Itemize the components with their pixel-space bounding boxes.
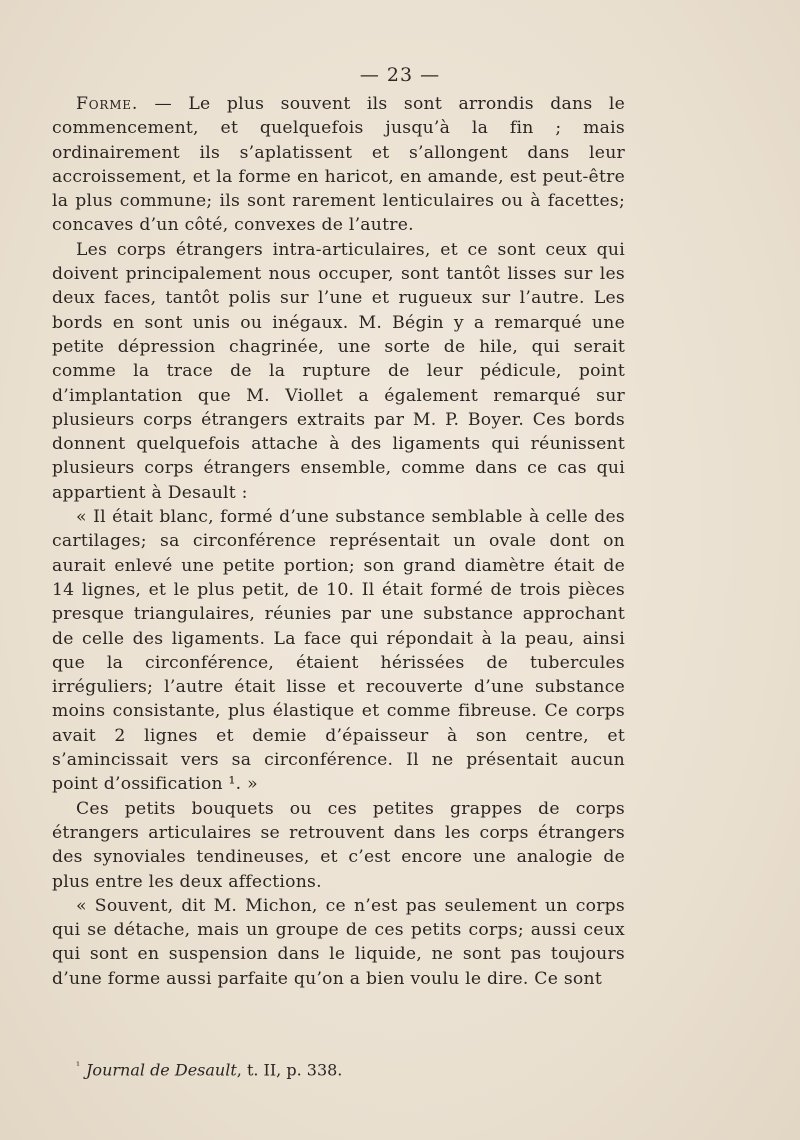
section-lead: Forme.: [76, 94, 139, 114]
footnote: [76, 1056, 636, 1081]
paragraph-quote: [52, 894, 625, 991]
page-number: — 23 —: [359, 64, 441, 86]
paragraph: [52, 797, 625, 894]
paragraph-forme: [52, 92, 625, 238]
footnote-title: Journal de Desault: [86, 1060, 237, 1080]
paragraph-text: — Le plus souvent ils sont arrondis dans le commencement, et quelquefois jusqu’à la fin ; mais ordinairement ils s’aplatissent et s’allongent dans leur accroissement, et la forme en haricot, en amande, est peut-être la plus commune; ils sont rarement lenticulaires ou à facettes; concaves d’un côté, convexes de l’autre.: [52, 94, 625, 236]
paragraph-text: « Souvent, dit M. Michon, ce n’est pas seulement un corps qui se détache, mais un groupe de ces petits corps; aussi ceux qui sont en suspension dans le liquide, ne sont pas toujours d’une forme aussi parfaite qu’on a bien voulu le dire. Ce sont: [52, 895, 625, 989]
paragraph-text: Les corps étrangers intra-articulaires, et ce sont ceux qui doivent principalement nous occuper, sont tantôt lisses sur les deux faces, tantôt polis sur l’une et rugueux sur l’autre. Les bords en sont unis ou inégaux. M. Bégin y a remarqué une petite dépression chagrinée, une sorte de hile, qui serait comme la trace de la rupture de leur pédicule, point d’implantation que M. Viollet a également remarqué sur plusieurs corps étrangers extraits par M. P. Boyer. Ces bords donnent quelquefois attache à des ligaments qui réunissent plusieurs corps étrangers ensemble, comme dans ce cas qui appartient à Desault :: [52, 239, 625, 503]
paragraph-quote: [52, 505, 625, 797]
paragraph-text: « Il était blanc, formé d’une substance semblable à celle des cartilages; sa circonférence représentait un ovale dont on aurait enlevé une petite portion; son grand diamètre était de 14 lignes, et le plus petit, de 10. Il était formé de trois pièces presque triangulaires, réunies par une substance approchant de celle des ligaments. La face qui répondait à la peau, ainsi que la circonférence, étaient hérissées de tubercules irréguliers; l’autre était lisse et recouverte d’une substance moins consistante, plus élastique et comme fibreuse. Ce corps avait 2 lignes et demie d’épaisseur à son centre, et s’amincissait vers sa circonférence. Il ne présentait aucun point d’ossification ¹. »: [52, 507, 625, 795]
body-text: [52, 92, 625, 991]
paragraph: [52, 238, 625, 505]
footnote-mark: ¹: [76, 1061, 81, 1072]
footnote-reference: , t. II, p. 338.: [236, 1060, 343, 1080]
paragraph-text: Ces petits bouquets ou ces petites grappes de corps étrangers articulaires se retrouvent dans les corps étrangers des synoviales tendineuses, et c’est encore une analogie de plus entre les deux affections.: [52, 798, 625, 892]
